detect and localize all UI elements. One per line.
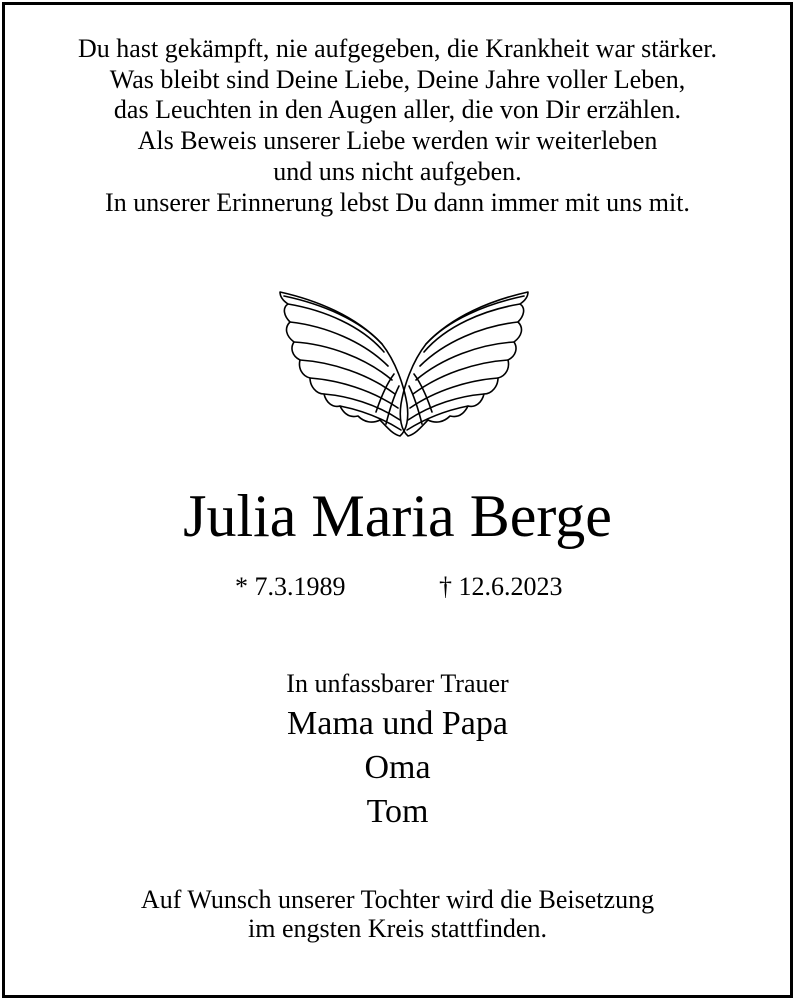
poem-line: das Leuchten in den Augen aller, die von Dir erzählen. [113, 95, 682, 125]
poem-line: und uns nicht aufgeben. [273, 156, 522, 186]
mourning-intro: In unfassbarer Trauer [286, 669, 509, 698]
poem-line: Du hast gekämpft, nie aufgegeben, die Krankheit war stärker. [78, 34, 717, 63]
mourner-name: Mama und Papa [287, 705, 508, 742]
mourners-list [5, 702, 790, 834]
notice-line: im engsten Kreis stattfinden. [248, 914, 547, 943]
poem-line: In unserer Erinnerung lebst Du dann immer mit uns mit. [105, 187, 690, 217]
burial-notice [5, 885, 790, 943]
mourner-name: Oma [364, 749, 431, 786]
deceased-name: Julia Maria Berge [183, 483, 612, 549]
birth-date: * 7.3.1989 [235, 572, 346, 601]
mourner-name: Tom [366, 793, 429, 830]
angel-wings-icon [276, 286, 532, 438]
memorial-poem [5, 34, 790, 218]
poem-line: Als Beweis unserer Liebe werden wir weiterleben [137, 126, 658, 156]
notice-line: Auf Wunsch unserer Tochter wird die Beisetzung [140, 885, 655, 914]
death-date: † 12.6.2023 [439, 572, 563, 601]
obituary-frame [2, 2, 793, 998]
poem-line: Was bleibt sind Deine Liebe, Deine Jahre voller Leben, [109, 64, 686, 94]
